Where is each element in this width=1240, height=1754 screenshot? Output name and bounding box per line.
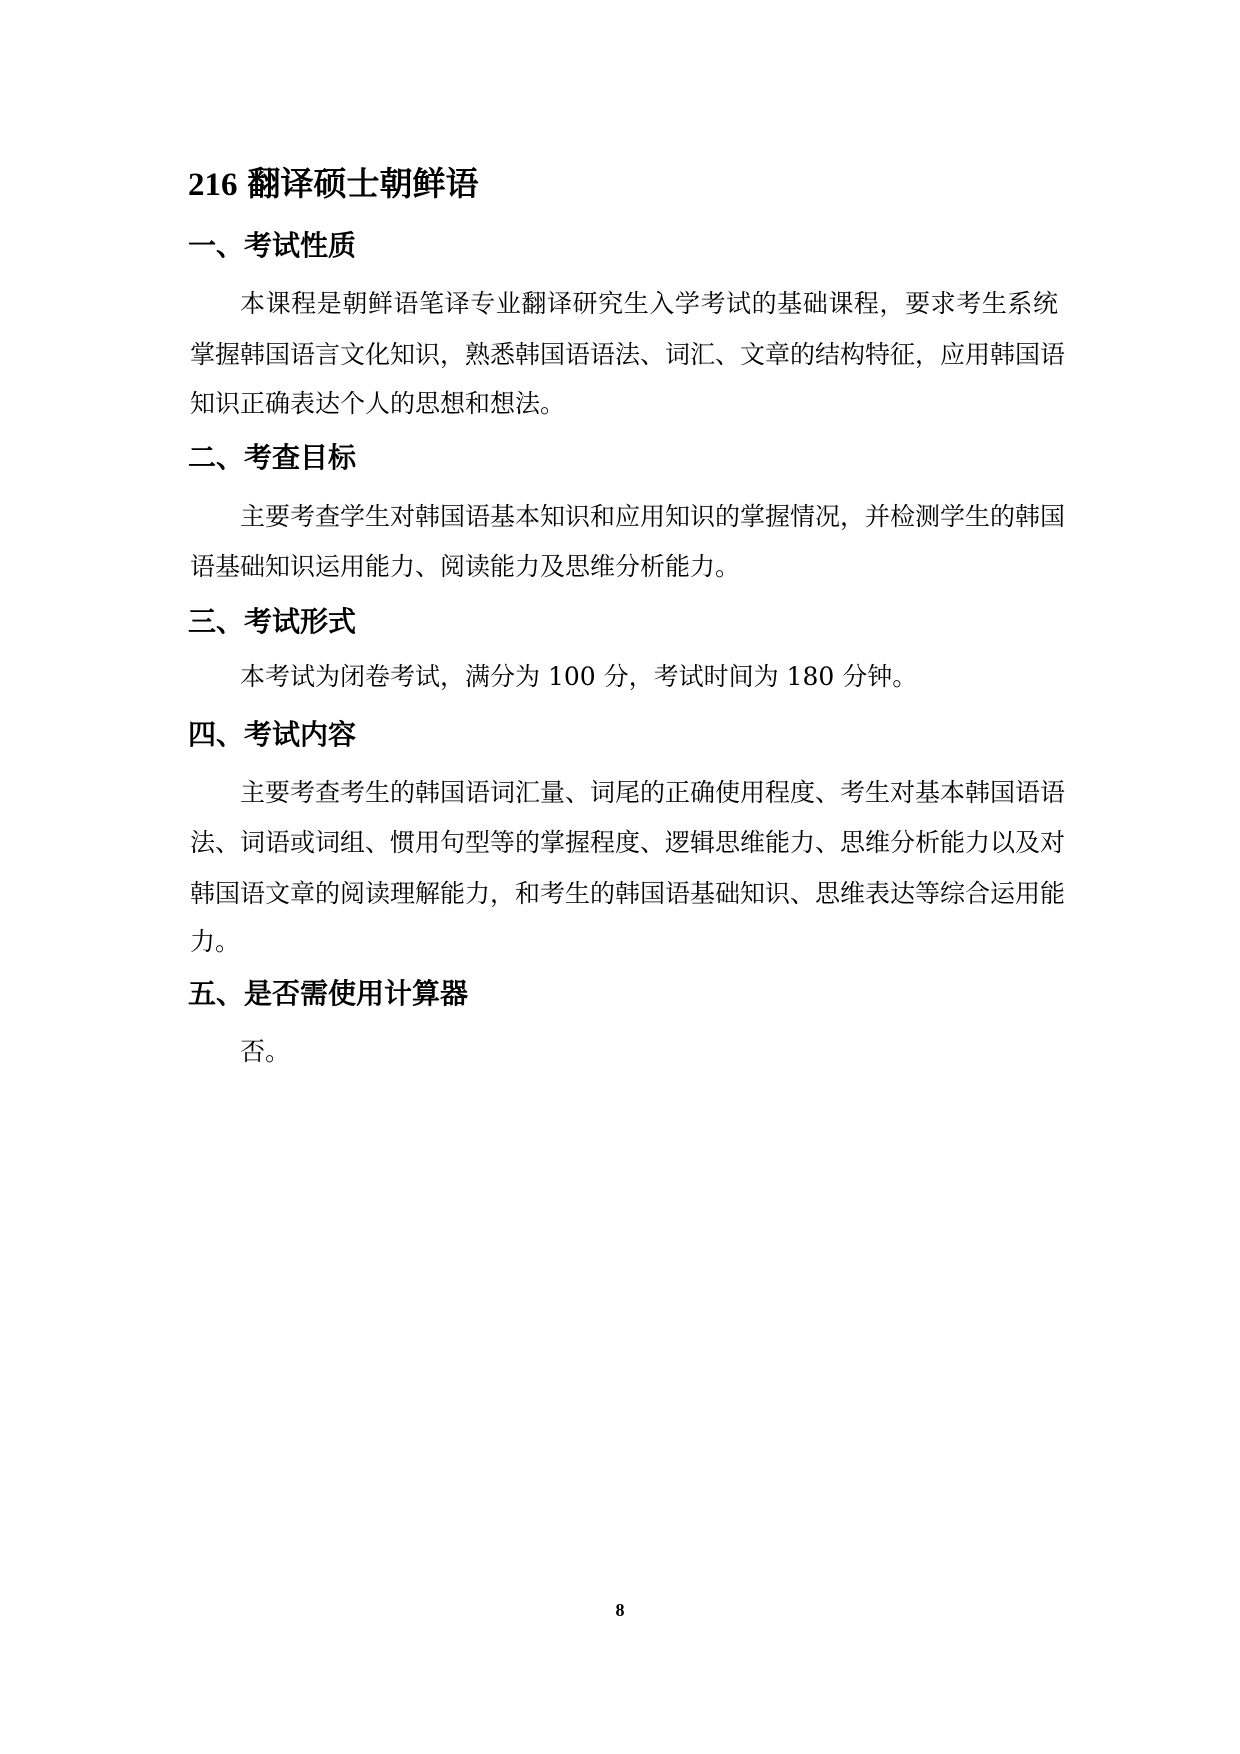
section-heading-calculator: 五、是否需使用计算器: [188, 977, 469, 1010]
paragraph-line: 知识正确表达个人的思想和想法。: [190, 389, 566, 418]
paragraph-line: 本课程是朝鲜语笔译专业翻译研究生入学考试的基础课程，要求考生系统: [240, 289, 1058, 318]
paragraph-line: 力。: [190, 927, 241, 956]
paragraph-line: 本考试为闭卷考试，满分为 100 分，考试时间为 180 分钟。: [240, 662, 918, 691]
section-heading-objectives: 二、考查目标: [188, 441, 357, 474]
paragraph-line: 否。: [240, 1037, 291, 1066]
document-title: [188, 164, 479, 205]
section-heading-content: 四、考试内容: [188, 718, 357, 751]
paragraph-line: 主要考查学生对韩国语基本知识和应用知识的掌握情况，并检测学生的韩国: [240, 502, 1066, 531]
paragraph-line: 语基础知识运用能力、阅读能力及思维分析能力。: [190, 552, 741, 581]
course-code: 216: [188, 167, 238, 203]
page-number: 8: [615, 1600, 625, 1620]
paragraph-line: 掌握韩国语言文化知识，熟悉韩国语语法、词汇、文章的结构特征，应用韩国语: [190, 340, 1066, 369]
paragraph-line: 韩国语文章的阅读理解能力，和考生的韩国语基础知识、思维表达等综合运用能: [190, 879, 1066, 908]
paragraph-line: 主要考查考生的韩国语词汇量、词尾的正确使用程度、考生对基本韩国语语: [240, 778, 1066, 807]
paragraph-line: 法、词语或词组、惯用句型等的掌握程度、逻辑思维能力、思维分析能力以及对: [190, 828, 1066, 857]
course-name: 翻译硕士朝鲜语: [247, 164, 479, 203]
section-heading-format: 三、考试形式: [188, 605, 357, 638]
section-heading-nature: 一、考试性质: [188, 229, 357, 262]
